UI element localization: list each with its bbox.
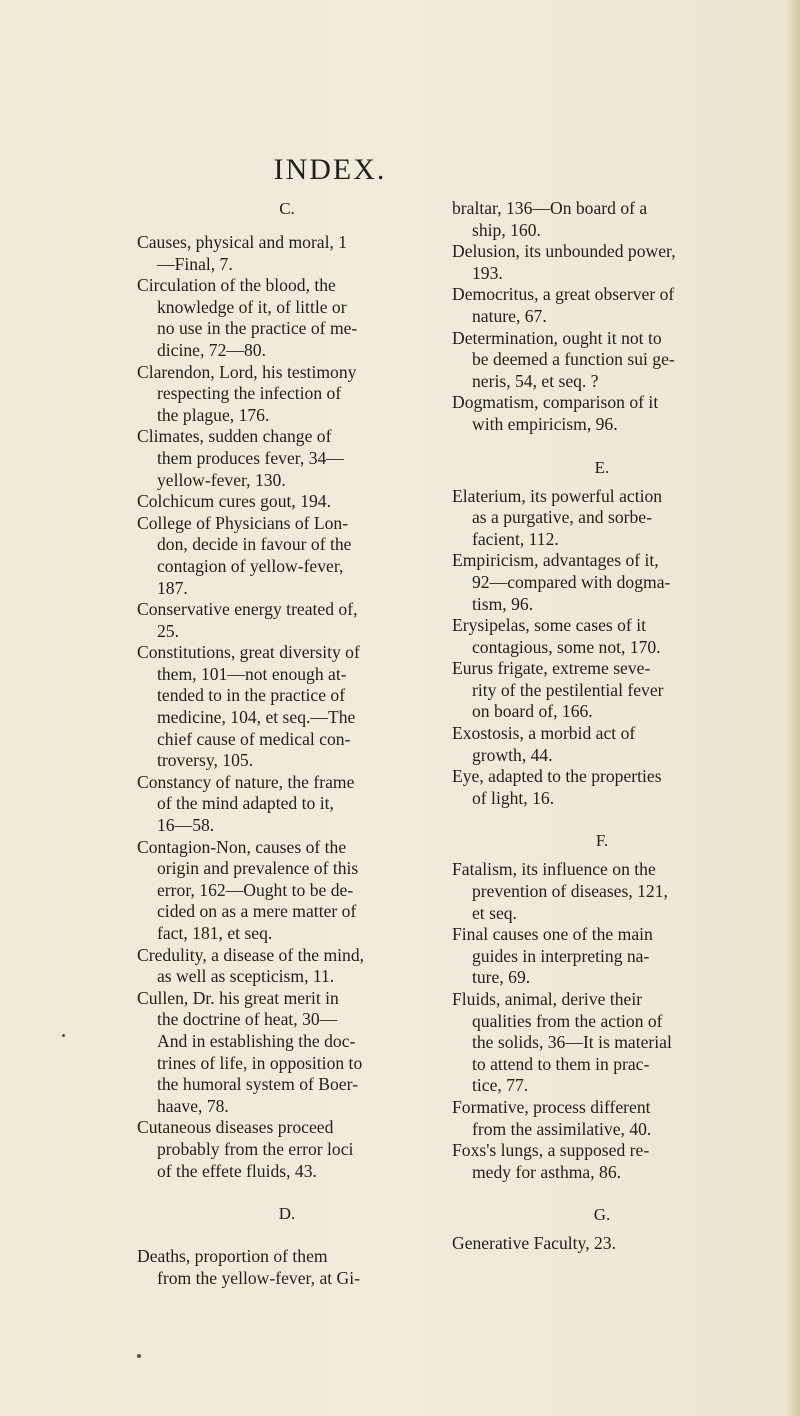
index-entry: Cullen, Dr. his great merit in the doctrine of heat, 30— And in establishing the doc- trines of life, in opposition to the humoral system of Boer- haave, 78. xyxy=(137,987,363,1116)
index-entry: Clarendon, Lord, his testimony respecting the infection of the plague, 176. xyxy=(137,361,357,425)
index-entry: Conservative energy treated of, 25. xyxy=(137,599,358,641)
index-entry: Foxs's lungs, a supposed re- medy for asthma, 86. xyxy=(452,1140,650,1182)
section-letter-e: E. xyxy=(594,457,610,477)
index-entry: Empiricism, advantages of it, 92—compared with dogma- tism, 96. xyxy=(452,550,671,614)
page-title: INDEX. xyxy=(273,153,387,186)
index-entry: College of Physicians of Lon- don, decide in favour of the contagion of yellow-fever, 187. xyxy=(137,512,352,598)
index-entry: Deaths, proportion of them from the yellow-fever, at Gi- xyxy=(137,1246,361,1288)
index-entry: Fatalism, its influence on the prevention of diseases, 121, et seq. xyxy=(452,859,668,923)
index-entry: Exostosis, a morbid act of growth, 44. xyxy=(452,723,636,765)
index-entry: Constancy of nature, the frame of the mind adapted to it, 16—58. xyxy=(137,771,355,836)
index-entry: Fluids, animal, derive their qualities from the action of the solids, 36—It is material to attend to them in prac- tice, 77. xyxy=(452,989,672,1096)
index-entry: Eurus frigate, extreme seve- rity of the pestilential fever on board of, 166. xyxy=(452,658,664,722)
index-entry: Determination, ought it not to be deemed a function sui ge- neris, 54, et seq. ? xyxy=(452,327,675,391)
right-column xyxy=(452,198,752,1255)
section-letter-d: D. xyxy=(278,1204,296,1224)
index-entry: Elaterium, its powerful action as a purgative, and sorbe- facient, 112. xyxy=(452,485,663,549)
index-entry: Erysipelas, some cases of it contagious, some not, 170. xyxy=(452,615,661,657)
index-entry: Constitutions, great diversity of them, 101—not enough at- tended to in the practice of medicine, 104, et seq.—The chief cause of medical con- troversy, 105. xyxy=(137,642,360,771)
index-entry: Generative Faculty, 23. xyxy=(452,1233,616,1254)
index-entry: Causes, physical and moral, 1 —Final, 7. xyxy=(137,232,348,274)
index-entry: braltar, 136—On board of a ship, 160. xyxy=(452,198,648,240)
index-entry: Final causes one of the main guides in interpreting na- ture, 69. xyxy=(452,924,653,988)
section-letter-f: F. xyxy=(595,831,609,851)
index-entry: Circulation of the blood, the knowledge of it, of little or no use in the practice of me- dicine, 72—80. xyxy=(137,275,358,360)
index-entry: Colchicum cures gout, 194. xyxy=(137,491,331,512)
section-letter-c: C. xyxy=(279,199,295,218)
index-entry: Dogmatism, comparison of it with empiricism, 96. xyxy=(452,392,659,434)
index-entry: Formative, process different from the assimilative, 40. xyxy=(452,1096,652,1139)
index-entry: Climates, sudden change of them produces fever, 34— yellow-fever, 130. xyxy=(137,426,344,490)
page-edge-shadow xyxy=(786,0,800,1416)
index-entry: Democritus, a great observer of nature, 67. xyxy=(452,284,675,326)
section-letter-g: G. xyxy=(593,1205,611,1225)
paper-speck xyxy=(62,1034,65,1037)
index-entry: Cutaneous diseases proceed probably from the error loci of the effete fluids, 43. xyxy=(137,1117,354,1181)
left-column xyxy=(137,198,437,1289)
index-entry: Delusion, its unbounded power, 193. xyxy=(452,241,676,283)
index-entry: Credulity, a disease of the mind, as well as scepticism, 11. xyxy=(137,944,365,987)
index-entry: Contagion-Non, causes of the origin and prevalence of this error, 162—Ought to be de- cided on as a mere matter of fact, 181, et seq. xyxy=(137,836,359,943)
index-entry: Eye, adapted to the properties of light, 16. xyxy=(452,766,662,808)
paper-speck xyxy=(137,1354,141,1358)
